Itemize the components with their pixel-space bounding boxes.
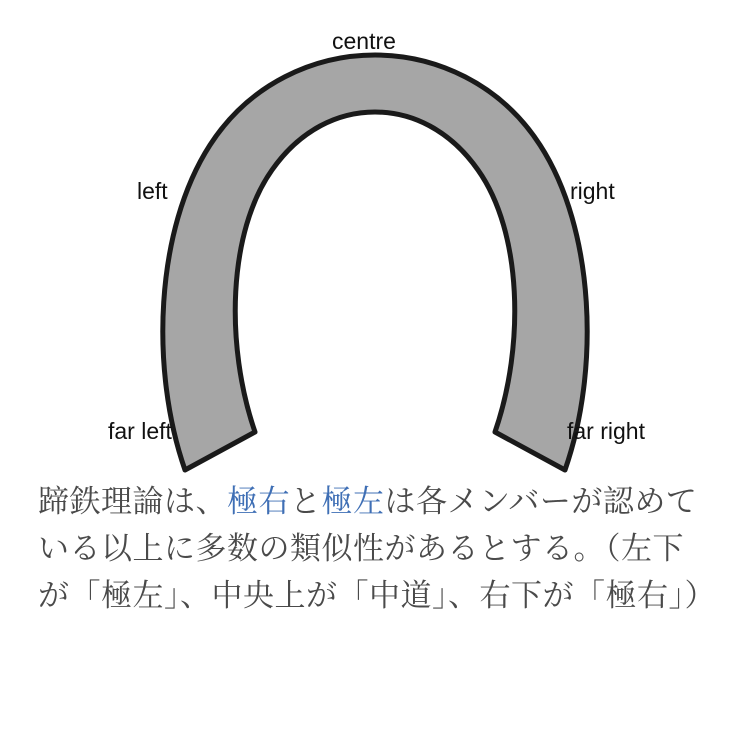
- label-far-right: far right: [567, 418, 645, 444]
- caption-segment-4: は各メンバーが認めている以上に多数の類似性があるとする。（左下が「極左」、中央上が「中道」、右下が「極右」）: [38, 484, 716, 614]
- label-far-left: far left: [108, 418, 172, 444]
- caption-text: [0, 478, 750, 619]
- caption-link-3[interactable]: 極左: [321, 484, 385, 519]
- caption-segment-0: 蹄鉄理論は、: [38, 484, 227, 519]
- label-left: left: [137, 178, 168, 204]
- caption-link-1[interactable]: 極右: [227, 484, 290, 519]
- label-centre: centre: [332, 28, 396, 54]
- caption-segment-2: と: [290, 484, 322, 519]
- label-right: right: [570, 178, 615, 204]
